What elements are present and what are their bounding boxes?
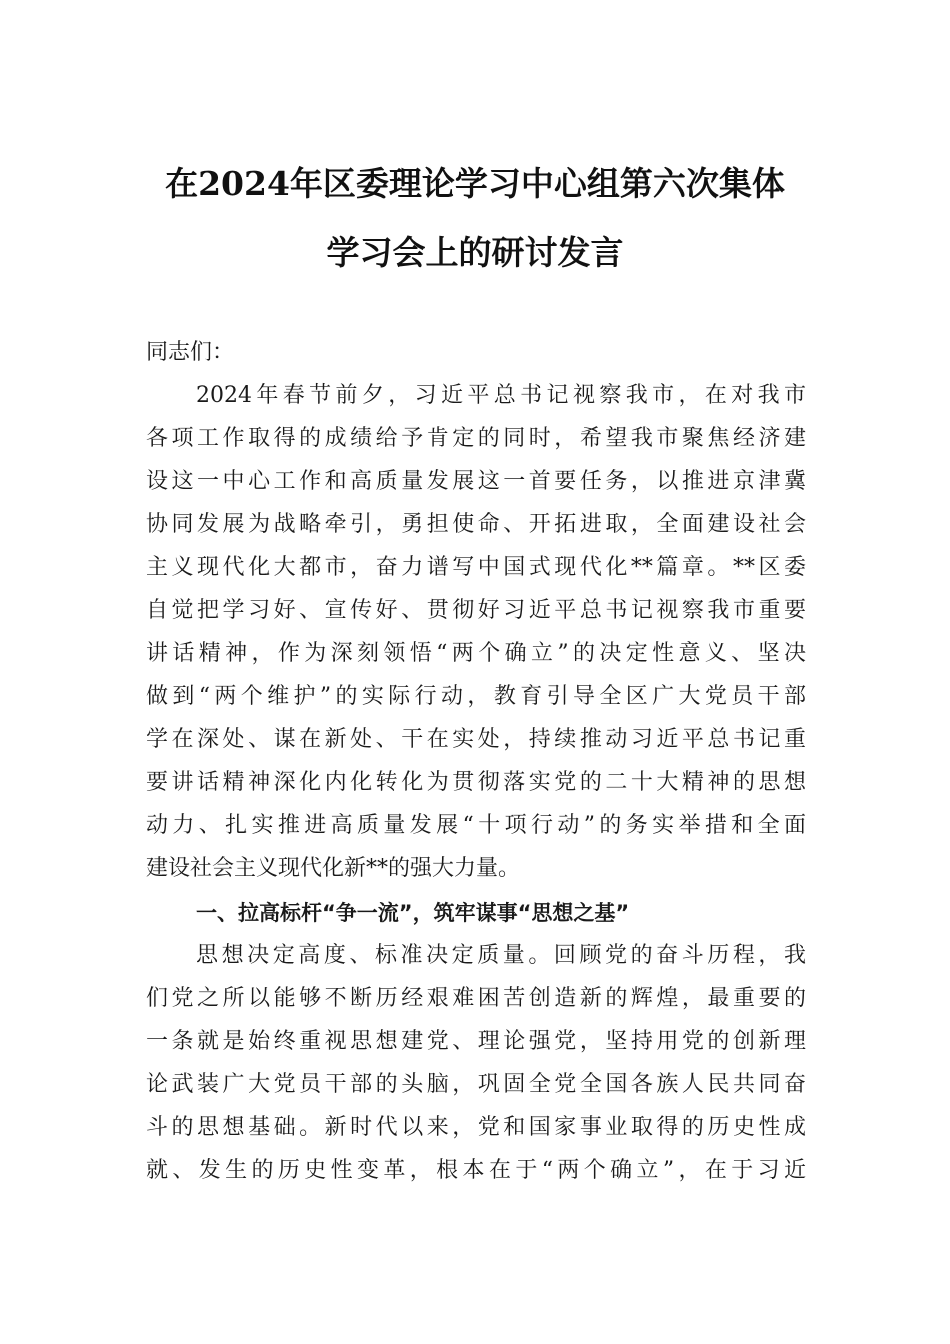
paragraph-1-line: 设这一中心工作和高质量发展这一首要任务，以推进京津冀 (146, 469, 806, 494)
paragraph-2-line: 论武装广大党员干部的头脑，巩固全党全国各族人民共同奋 (146, 1072, 806, 1097)
paragraph-1-line: 各项工作取得的成绩给予肯定的同时，希望我市聚焦经济建 (146, 426, 806, 451)
paragraph-1-line: 自觉把学习好、宣传好、贯彻好习近平总书记视察我市重要 (146, 598, 806, 623)
paragraph-2-line: 们党之所以能够不断历经艰难困苦创造新的辉煌，最重要的 (146, 986, 806, 1011)
section-heading-1: 一、拉高标杆“争一流”，筑牢谋事“思想之基” (196, 901, 630, 925)
paragraph-1-line: 主义现代化大都市，奋力谱写中国式现代化**篇章。**区委 (146, 555, 806, 580)
paragraph-2-line: 斗的思想基础。新时代以来，党和国家事业取得的历史性成 (146, 1115, 806, 1140)
document-title-line-2: 学习会上的研讨发言 (326, 233, 624, 272)
paragraph-1-line: 要讲话精神深化内化转化为贯彻落实党的二十大精神的思想 (146, 770, 806, 795)
paragraph-1-line: 建设社会主义现代化新**的强大力量。 (146, 856, 521, 881)
salutation: 同志们： (146, 340, 235, 365)
paragraph-1-line: 做到“两个维护”的实际行动，教育引导全区广大党员干部 (146, 684, 806, 709)
document-title-line-1: 在2024年区委理论学习中心组第六次集体 (165, 164, 785, 203)
paragraph-1-line: 2024年春节前夕，习近平总书记视察我市，在对我市 (196, 383, 806, 408)
paragraph-2-line: 就、发生的历史性变革，根本在于“两个确立”，在于习近 (146, 1158, 806, 1183)
paragraph-1-line: 协同发展为战略牵引，勇担使命、开拓进取，全面建设社会 (146, 512, 806, 537)
paragraph-1-line: 动力、扎实推进高质量发展“十项行动”的务实举措和全面 (146, 813, 806, 838)
paragraph-2-line: 一条就是始终重视思想建党、理论强党，坚持用党的创新理 (146, 1029, 806, 1054)
paragraph-1-line: 学在深处、谋在新处、干在实处，持续推动习近平总书记重 (146, 727, 806, 752)
paragraph-2-line: 思想决定高度、标准决定质量。回顾党的奋斗历程，我 (196, 943, 806, 968)
paragraph-1-line: 讲话精神，作为深刻领悟“两个确立”的决定性意义、坚决 (146, 641, 806, 666)
